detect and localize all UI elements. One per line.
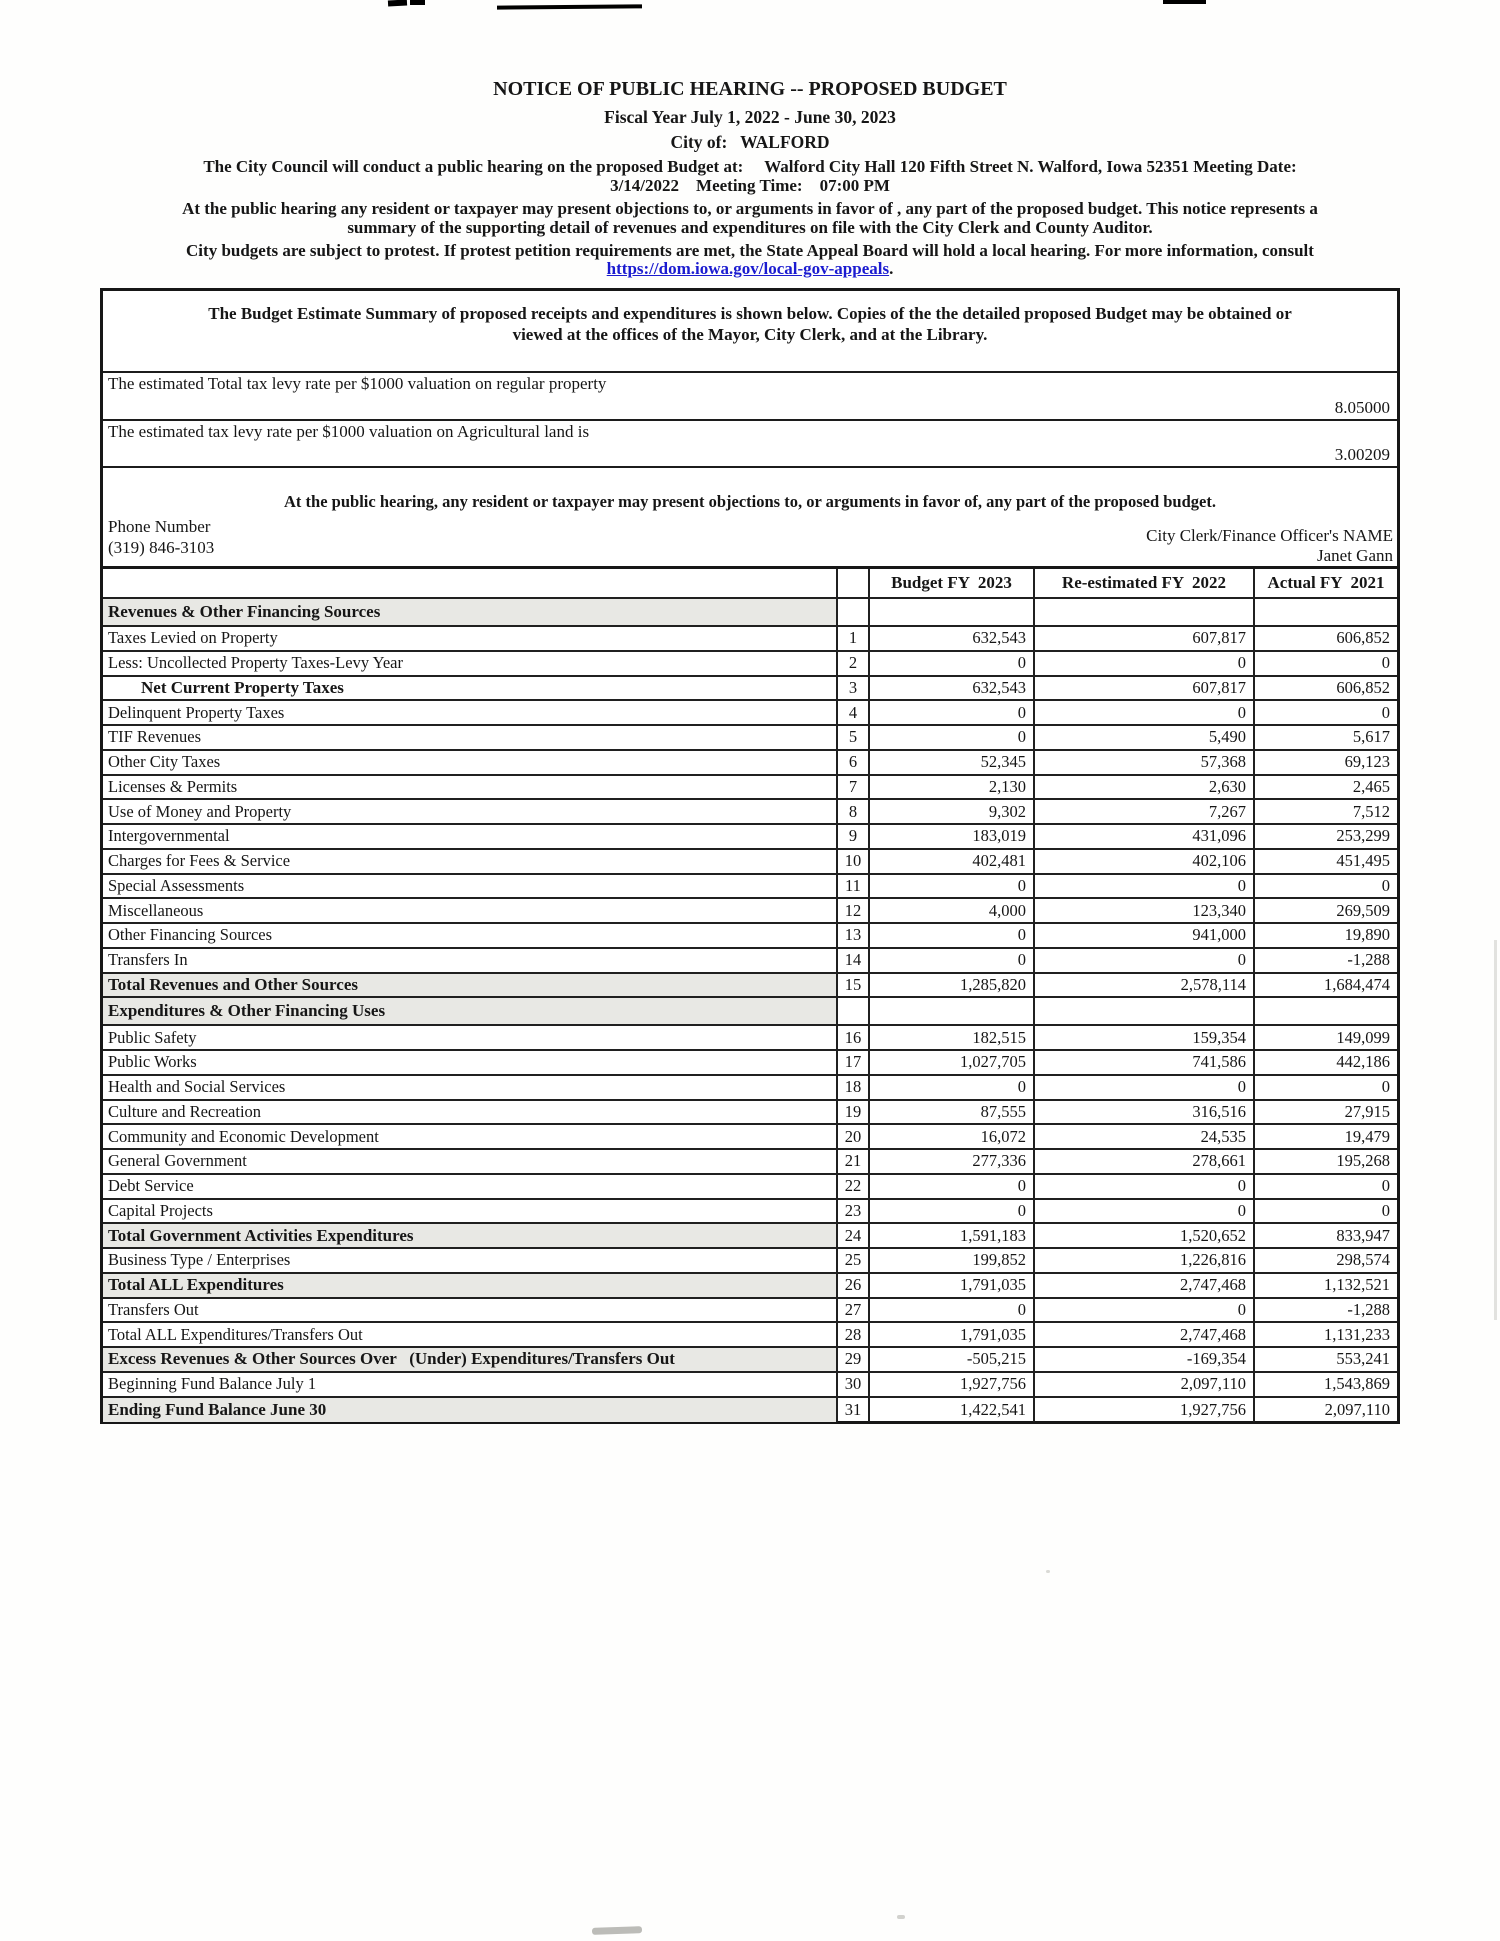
value-actual-fy2021: 606,852 [1253, 677, 1397, 700]
phone-value: (319) 846-3103 [108, 538, 215, 557]
table-row [103, 1125, 1397, 1150]
value-reestimated-fy2022: 1,520,652 [1033, 1224, 1253, 1247]
table-row [103, 627, 1397, 652]
value-budget-fy2023: 2,130 [868, 776, 1033, 799]
row-label: Licenses & Permits [108, 776, 238, 796]
row-label: Use of Money and Property [108, 801, 292, 821]
value-reestimated-fy2022: 5,490 [1033, 726, 1253, 749]
row-number: 21 [836, 1150, 868, 1173]
row-label: Total Revenues and Other Sources [103, 974, 836, 997]
value-reestimated-fy2022: 123,340 [1033, 899, 1253, 922]
value-reestimated-fy2022: 278,661 [1033, 1150, 1253, 1173]
row-label: General Government [108, 1151, 247, 1171]
value-reestimated-fy2022: 57,368 [1033, 751, 1253, 774]
table-row [103, 924, 1397, 949]
row-number: 12 [836, 899, 868, 922]
value-actual-fy2021: 2,097,110 [1253, 1398, 1397, 1423]
phone-block [108, 516, 214, 558]
header-label-cell [103, 569, 836, 597]
value-actual-fy2021: -1,288 [1253, 1299, 1397, 1322]
value-actual-fy2021: 69,123 [1253, 751, 1397, 774]
row-label: Other City Taxes [108, 752, 221, 772]
row-number: 11 [836, 875, 868, 898]
value-actual-fy2021: 195,268 [1253, 1150, 1397, 1173]
value-actual-fy2021: 0 [1253, 1175, 1397, 1198]
row-number: 26 [836, 1274, 868, 1297]
value-actual-fy2021: 0 [1253, 1200, 1397, 1223]
value-reestimated-fy2022: 0 [1033, 949, 1253, 972]
value-budget-fy2023: 183,019 [868, 825, 1033, 848]
value-actual-fy2021: 7,512 [1253, 800, 1397, 823]
table-row [103, 1323, 1397, 1348]
row-number: 6 [836, 751, 868, 774]
table-row [103, 652, 1397, 677]
row-number: 4 [836, 701, 868, 724]
value-budget-fy2023: 87,555 [868, 1101, 1033, 1124]
value-actual-fy2021: 19,890 [1253, 924, 1397, 947]
row-label: Capital Projects [108, 1200, 213, 1220]
row-label: Delinquent Property Taxes [108, 702, 285, 722]
row-label: Debt Service [108, 1176, 194, 1196]
row-label: Taxes Levied on Property [108, 628, 278, 648]
table-row [103, 1175, 1397, 1200]
table-row [103, 1398, 1397, 1423]
budget-table-body [103, 599, 1397, 1422]
value-budget-fy2023: 0 [868, 875, 1033, 898]
value-reestimated-fy2022: 1,226,816 [1033, 1249, 1253, 1272]
hearing-contact-section [103, 466, 1397, 568]
row-number: 14 [836, 949, 868, 972]
value-actual-fy2021 [1253, 998, 1397, 1024]
row-label: Total ALL Expenditures [103, 1274, 836, 1297]
value-actual-fy2021: 606,852 [1253, 627, 1397, 650]
value-reestimated-fy2022: 0 [1033, 1299, 1253, 1322]
row-number: 2 [836, 652, 868, 675]
value-budget-fy2023: 1,422,541 [868, 1398, 1033, 1423]
clerk-label: City Clerk/Finance Officer's NAME [1146, 526, 1393, 545]
value-reestimated-fy2022: 1,927,756 [1033, 1398, 1253, 1423]
row-label: Less: Uncollected Property Taxes-Levy Year [108, 653, 404, 673]
value-reestimated-fy2022: 2,097,110 [1033, 1373, 1253, 1396]
row-number: 10 [836, 850, 868, 873]
value-reestimated-fy2022: 0 [1033, 652, 1253, 675]
value-reestimated-fy2022: 2,747,468 [1033, 1323, 1253, 1346]
row-label: Revenues & Other Financing Sources [103, 599, 836, 625]
table-row [103, 1200, 1397, 1225]
row-number: 13 [836, 924, 868, 947]
table-row [103, 1101, 1397, 1126]
row-number: 29 [836, 1348, 868, 1371]
row-number [836, 998, 868, 1024]
table-row [103, 776, 1397, 801]
value-budget-fy2023: 1,927,756 [868, 1373, 1033, 1396]
value-actual-fy2021: 442,186 [1253, 1051, 1397, 1074]
row-number: 3 [836, 677, 868, 700]
header-budget-fy2023: Budget FY 2023 [868, 569, 1033, 597]
row-label: Transfers Out [108, 1299, 199, 1319]
hearing-location-line: The City Council will conduct a public hearing on the proposed Budget at: Walford City Hall 120 Fifth Street N. Walford, Iowa 52351 Meeting Date: [203, 157, 1297, 176]
value-budget-fy2023: 402,481 [868, 850, 1033, 873]
scan-artifact [897, 1915, 905, 1919]
value-budget-fy2023: 1,791,035 [868, 1323, 1033, 1346]
table-row [103, 751, 1397, 776]
value-reestimated-fy2022: 7,267 [1033, 800, 1253, 823]
row-number: 16 [836, 1026, 868, 1049]
value-reestimated-fy2022: 0 [1033, 875, 1253, 898]
table-row [103, 1299, 1397, 1324]
row-number: 22 [836, 1175, 868, 1198]
row-number: 25 [836, 1249, 868, 1272]
value-budget-fy2023: 199,852 [868, 1249, 1033, 1272]
meeting-datetime-line: 3/14/2022 Meeting Time: 07:00 PM [610, 176, 890, 195]
table-row [103, 1348, 1397, 1373]
levy-rate-agricultural-value: 3.00209 [1334, 445, 1390, 464]
value-budget-fy2023: 9,302 [868, 800, 1033, 823]
table-row [103, 974, 1397, 999]
value-actual-fy2021: 149,099 [1253, 1026, 1397, 1049]
scan-artifact [388, 0, 407, 6]
row-number: 24 [836, 1224, 868, 1247]
value-budget-fy2023: 632,543 [868, 677, 1033, 700]
levy-rate-agricultural-label: The estimated tax levy rate per $1000 valuation on Agricultural land is [108, 422, 590, 441]
value-reestimated-fy2022: 0 [1033, 701, 1253, 724]
row-label: Ending Fund Balance June 30 [103, 1398, 836, 1423]
value-reestimated-fy2022: 741,586 [1033, 1051, 1253, 1074]
value-budget-fy2023: 0 [868, 652, 1033, 675]
row-number: 31 [836, 1398, 868, 1423]
value-budget-fy2023: 0 [868, 1299, 1033, 1322]
value-actual-fy2021: 833,947 [1253, 1224, 1397, 1247]
value-budget-fy2023: 52,345 [868, 751, 1033, 774]
value-actual-fy2021 [1253, 599, 1397, 625]
table-row [103, 1224, 1397, 1249]
budget-table-header-row [103, 569, 1397, 599]
value-budget-fy2023: 0 [868, 726, 1033, 749]
row-label: TIF Revenues [108, 727, 202, 747]
value-reestimated-fy2022: 316,516 [1033, 1101, 1253, 1124]
table-row [103, 825, 1397, 850]
value-reestimated-fy2022: 24,535 [1033, 1125, 1253, 1148]
value-budget-fy2023: 277,336 [868, 1150, 1033, 1173]
value-budget-fy2023: 4,000 [868, 899, 1033, 922]
section-header-row [103, 998, 1397, 1026]
appeals-link-line [0, 259, 1500, 278]
row-label: Community and Economic Development [108, 1126, 379, 1146]
row-number: 5 [836, 726, 868, 749]
row-number: 9 [836, 825, 868, 848]
row-number: 15 [836, 974, 868, 997]
value-budget-fy2023: 0 [868, 1200, 1033, 1223]
value-budget-fy2023 [868, 998, 1033, 1024]
value-actual-fy2021: 451,495 [1253, 850, 1397, 873]
value-actual-fy2021: 0 [1253, 1076, 1397, 1099]
value-budget-fy2023: 1,791,035 [868, 1274, 1033, 1297]
scan-artifact [410, 0, 425, 5]
value-reestimated-fy2022: 159,354 [1033, 1026, 1253, 1049]
row-number: 28 [836, 1323, 868, 1346]
table-row [103, 1150, 1397, 1175]
value-actual-fy2021: 269,509 [1253, 899, 1397, 922]
value-budget-fy2023: 0 [868, 924, 1033, 947]
budget-estimate-intro: The Budget Estimate Summary of proposed receipts and expenditures is shown below. Copies of the the detailed proposed Budget may be obtained or viewed at the offices of the Mayor, City Clerk, and at the Library. [208, 304, 1292, 344]
value-actual-fy2021: 1,131,233 [1253, 1323, 1397, 1346]
row-number: 30 [836, 1373, 868, 1396]
row-number: 23 [836, 1200, 868, 1223]
value-actual-fy2021: 5,617 [1253, 726, 1397, 749]
link-period: . [889, 259, 894, 278]
value-actual-fy2021: 553,241 [1253, 1348, 1397, 1371]
row-number: 1 [836, 627, 868, 650]
table-row [103, 949, 1397, 974]
value-actual-fy2021: 19,479 [1253, 1125, 1397, 1148]
hearing-note: At the public hearing, any resident or taxpayer may present objections to, or arguments in favor of, any part of the proposed budget. [284, 492, 1216, 511]
value-reestimated-fy2022: 0 [1033, 1175, 1253, 1198]
row-label: Charges for Fees & Service [108, 851, 291, 871]
value-actual-fy2021: -1,288 [1253, 949, 1397, 972]
row-label: Culture and Recreation [108, 1101, 262, 1121]
value-budget-fy2023: 632,543 [868, 627, 1033, 650]
row-label: Total Government Activities Expenditures [103, 1224, 836, 1247]
table-row [103, 1373, 1397, 1398]
value-budget-fy2023 [868, 599, 1033, 625]
value-reestimated-fy2022: 0 [1033, 1076, 1253, 1099]
value-reestimated-fy2022: 941,000 [1033, 924, 1253, 947]
value-actual-fy2021: 27,915 [1253, 1101, 1397, 1124]
clerk-value: Janet Gann [1316, 546, 1393, 565]
value-actual-fy2021: 2,465 [1253, 776, 1397, 799]
row-label: Transfers In [108, 950, 188, 970]
value-reestimated-fy2022: 2,630 [1033, 776, 1253, 799]
value-budget-fy2023: 16,072 [868, 1125, 1033, 1148]
scan-artifact [1494, 940, 1497, 1320]
value-reestimated-fy2022: 2,578,114 [1033, 974, 1253, 997]
scan-artifact [1163, 0, 1206, 4]
value-reestimated-fy2022 [1033, 998, 1253, 1024]
value-actual-fy2021: 1,684,474 [1253, 974, 1397, 997]
row-label: Miscellaneous [108, 900, 204, 920]
row-number: 20 [836, 1125, 868, 1148]
notice-title: NOTICE OF PUBLIC HEARING -- PROPOSED BUDGET [493, 78, 1007, 100]
value-reestimated-fy2022: 607,817 [1033, 677, 1253, 700]
value-budget-fy2023: -505,215 [868, 1348, 1033, 1371]
value-budget-fy2023: 0 [868, 1076, 1033, 1099]
value-actual-fy2021: 1,543,869 [1253, 1373, 1397, 1396]
levy-rate-regular-label: The estimated Total tax levy rate per $1000 valuation on regular property [108, 374, 607, 393]
value-reestimated-fy2022: 2,747,468 [1033, 1274, 1253, 1297]
section-header-row [103, 599, 1397, 627]
value-actual-fy2021: 0 [1253, 875, 1397, 898]
row-number: 19 [836, 1101, 868, 1124]
value-actual-fy2021: 0 [1253, 701, 1397, 724]
scan-artifact [497, 4, 642, 9]
header-number-cell [836, 569, 868, 597]
value-reestimated-fy2022: 0 [1033, 1200, 1253, 1223]
row-number: 27 [836, 1299, 868, 1322]
budget-summary-box [100, 288, 1400, 1424]
table-row [103, 1051, 1397, 1076]
table-row [103, 1249, 1397, 1274]
value-actual-fy2021: 1,132,521 [1253, 1274, 1397, 1297]
scan-artifact [1046, 1570, 1050, 1573]
row-label: Total ALL Expenditures/Transfers Out [108, 1324, 363, 1344]
table-row [103, 726, 1397, 751]
table-row [103, 875, 1397, 900]
value-actual-fy2021: 298,574 [1253, 1249, 1397, 1272]
table-row [103, 1274, 1397, 1299]
value-reestimated-fy2022: 607,817 [1033, 627, 1253, 650]
row-label: Health and Social Services [108, 1077, 286, 1097]
row-label: Net Current Property Taxes [141, 677, 344, 697]
row-label: Expenditures & Other Financing Uses [103, 998, 836, 1024]
fiscal-year-line: Fiscal Year July 1, 2022 - June 30, 2023 [604, 107, 896, 127]
objections-paragraph-line1: At the public hearing any resident or taxpayer may present objections to, or arguments in favor of , any part of the proposed budget. This notice represents a [182, 199, 1318, 218]
row-label: Excess Revenues & Other Sources Over (Under) Expenditures/Transfers Out [103, 1348, 836, 1371]
value-actual-fy2021: 253,299 [1253, 825, 1397, 848]
objections-paragraph-line2: summary of the supporting detail of revenues and expenditures on file with the City Clerk and County Auditor. [347, 218, 1153, 237]
value-reestimated-fy2022: 402,106 [1033, 850, 1253, 873]
row-label: Intergovernmental [108, 826, 230, 846]
value-budget-fy2023: 1,027,705 [868, 1051, 1033, 1074]
protest-paragraph-line1: City budgets are subject to protest. If protest petition requirements are met, the State Appeal Board will hold a local hearing. For more information, consult [186, 241, 1314, 260]
phone-label: Phone Number [108, 517, 211, 536]
value-actual-fy2021: 0 [1253, 652, 1397, 675]
header-reestimated-fy2022: Re-estimated FY 2022 [1033, 569, 1253, 597]
levy-rate-regular-value: 8.05000 [1334, 398, 1390, 417]
row-label: Public Works [108, 1052, 197, 1072]
value-budget-fy2023: 0 [868, 949, 1033, 972]
table-row [103, 899, 1397, 924]
row-label: Special Assessments [108, 875, 245, 895]
row-number: 18 [836, 1076, 868, 1099]
header-actual-fy2021: Actual FY 2021 [1253, 569, 1397, 597]
value-reestimated-fy2022: 431,096 [1033, 825, 1253, 848]
value-budget-fy2023: 1,591,183 [868, 1224, 1033, 1247]
table-row [103, 701, 1397, 726]
table-row [103, 850, 1397, 875]
levy-rate-agricultural-row [103, 419, 1397, 468]
levy-rate-regular-row [103, 371, 1397, 421]
row-number [836, 599, 868, 625]
row-number: 17 [836, 1051, 868, 1074]
city-line: City of: WALFORD [670, 132, 830, 152]
row-label: Other Financing Sources [108, 925, 273, 945]
value-budget-fy2023: 0 [868, 701, 1033, 724]
row-label: Public Safety [108, 1027, 197, 1047]
value-reestimated-fy2022: -169,354 [1033, 1348, 1253, 1371]
value-budget-fy2023: 0 [868, 1175, 1033, 1198]
row-number: 7 [836, 776, 868, 799]
clerk-block [1146, 526, 1393, 566]
table-row [103, 677, 1397, 702]
value-reestimated-fy2022 [1033, 599, 1253, 625]
row-label: Business Type / Enterprises [108, 1250, 291, 1270]
scan-artifact [592, 1926, 642, 1935]
appeals-url-link[interactable]: https://dom.iowa.gov/local-gov-appeals [606, 259, 890, 278]
table-row [103, 800, 1397, 825]
value-budget-fy2023: 1,285,820 [868, 974, 1033, 997]
value-budget-fy2023: 182,515 [868, 1026, 1033, 1049]
table-row [103, 1026, 1397, 1051]
row-number: 8 [836, 800, 868, 823]
budget-table [103, 566, 1397, 1422]
table-row [103, 1076, 1397, 1101]
row-label: Beginning Fund Balance July 1 [108, 1374, 317, 1394]
